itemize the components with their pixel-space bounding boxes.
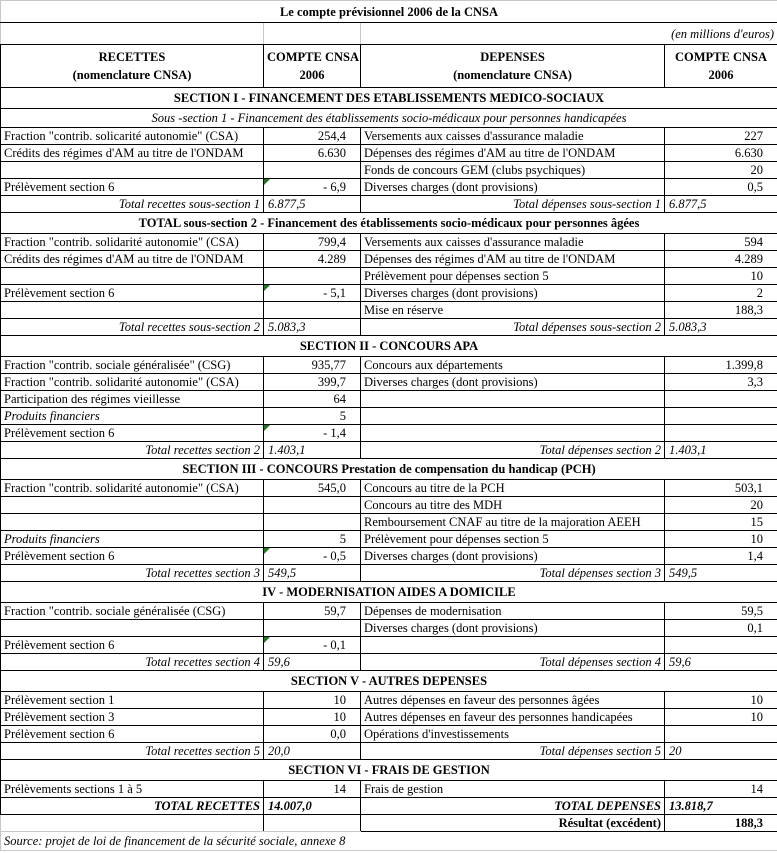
recette-value: 549,5 [264,565,361,582]
depense-label: Opérations d'investissements [361,726,665,743]
depense-value: 59,5 [665,603,777,620]
section-title: IV - MODERNISATION AIDES A DOMICILE [1,582,777,603]
table-row [1,391,777,408]
units-row [1,23,777,45]
depense-label: TOTAL DEPENSES [361,798,665,815]
depense-value: 0,1 [665,620,777,637]
recette-label: Crédits des régimes d'AM au titre de l'ONDAM [1,145,264,162]
depense-label: Versements aux caisses d'assurance maladie [361,234,665,251]
recette-value [264,302,361,319]
recette-label: Crédits des régimes d'AM au titre de l'ONDAM [1,251,264,268]
section-header-row [1,459,777,480]
depense-label: Dépenses des régimes d'AM au titre de l'ONDAM [361,251,665,268]
depense-label: Remboursement CNAF au titre de la majoration AEEH [361,514,665,531]
section-header-row [1,336,777,357]
recette-label: Prélèvement section 6 [1,726,264,743]
recette-label: Fraction "contrib. solidarité autonomie" (CSA) [1,234,264,251]
table-row [1,497,777,514]
total-row [1,654,777,671]
depense-label: Dépenses de modernisation [361,603,665,620]
result-row [1,815,777,832]
recette-value [264,514,361,531]
source-note: Source: projet de loi de financement de la sécurité sociale, annexe 8 [1,832,777,851]
depense-value: 5.083,3 [665,319,777,336]
recette-label [1,302,264,319]
table-row [1,285,777,302]
recette-value [264,268,361,285]
result-label: Résultat (excédent) [361,815,665,832]
recette-label: Total recettes section 4 [1,654,264,671]
table-row [1,145,777,162]
depense-label: Total dépenses sous-section 1 [361,196,665,213]
recette-value: 64 [264,391,361,408]
table-row [1,374,777,391]
recette-value: 10 [264,709,361,726]
depense-label: Diverses charges (dont provisions) [361,374,665,391]
subsection-title: Sous -section 1 - Financement des établissements socio-médicaux pour personnes handicapées [1,109,777,128]
recette-label [1,514,264,531]
recette-value: 4.289 [264,251,361,268]
recette-label: Prélèvement section 6 [1,637,264,654]
recette-label [1,497,264,514]
table-row [1,548,777,565]
section-title: SECTION V - AUTRES DEPENSES [1,671,777,692]
depense-label: Diverses charges (dont provisions) [361,620,665,637]
table-row [1,692,777,709]
depense-label: Total dépenses section 4 [361,654,665,671]
depense-label: Prélèvement pour dépenses section 5 [361,268,665,285]
section-title: SECTION II - CONCOURS APA [1,336,777,357]
recette-value: 6.630 [264,145,361,162]
depense-value [665,408,777,425]
depense-label: Versements aux caisses d'assurance maladie [361,128,665,145]
header-compte-depenses: COMPTE CNSA 2006 [665,45,777,88]
depense-value: 20 [665,162,777,179]
recette-label: Prélèvement section 1 [1,692,264,709]
depense-label: Autres dépenses en faveur des personnes handicapées [361,709,665,726]
depense-value: 188,3 [665,302,777,319]
depense-value: 10 [665,692,777,709]
recette-value: - 1,4 [264,425,361,442]
depense-value: 1,4 [665,548,777,565]
header-recettes: RECETTES (nomenclature CNSA) [1,45,264,88]
section-header-row [1,760,777,781]
source-row [1,832,777,851]
recette-value [264,497,361,514]
recette-value: 935,77 [264,357,361,374]
total-row [1,565,777,582]
header-row [1,45,777,88]
depense-label: Autres dépenses en faveur des personnes âgées [361,692,665,709]
table-row [1,514,777,531]
table-row [1,408,777,425]
depense-value: 1.399,8 [665,357,777,374]
table-row [1,357,777,374]
recette-value [264,620,361,637]
table-row [1,251,777,268]
recette-label: Produits financiers [1,531,264,548]
depense-label: Total dépenses section 5 [361,743,665,760]
depense-value: 227 [665,128,777,145]
section-title: TOTAL sous-section 2 - Financement des établissements socio-médicaux pour personnes âgées [1,213,777,234]
result-value: 188,3 [665,815,777,832]
recette-value: 545,0 [264,480,361,497]
header-depenses: DEPENSES (nomenclature CNSA) [361,45,665,88]
recette-value: 20,0 [264,743,361,760]
recette-label: Fraction "contrib. solidarité autonomie" (CSA) [1,374,264,391]
total-row [1,196,777,213]
recette-value: 14.007,0 [264,798,361,815]
table-row [1,234,777,251]
header-compte-recettes: COMPTE CNSA 2006 [264,45,361,88]
recette-value: 59,6 [264,654,361,671]
depense-value: 20 [665,497,777,514]
depense-label [361,425,665,442]
recette-value: - 6,9 [264,179,361,196]
recette-label: Produits financiers [1,408,264,425]
recette-label: Prélèvements sections 1 à 5 [1,781,264,798]
table-title: Le compte prévisionnel 2006 de la CNSA [1,1,777,23]
depense-value: 15 [665,514,777,531]
depense-value: 1.403,1 [665,442,777,459]
depense-value [665,726,777,743]
recette-value: 5.083,3 [264,319,361,336]
recette-value: 6.877,5 [264,196,361,213]
recette-label [1,162,264,179]
table-row [1,480,777,497]
recette-label: Fraction "contrib. solicarité autonomie" (CSA) [1,128,264,145]
depense-value: 20 [665,743,777,760]
recette-value: 399,7 [264,374,361,391]
table-row [1,637,777,654]
depense-label [361,637,665,654]
depense-value: 6.877,5 [665,196,777,213]
recette-label: Total recettes sous-section 2 [1,319,264,336]
table-row [1,781,777,798]
recette-value: - 0,1 [264,637,361,654]
table-row [1,709,777,726]
recette-label: Fraction "contrib. solidarité autonomie" (CSA) [1,480,264,497]
total-row [1,798,777,815]
section-header-row [1,109,777,128]
depense-label: Concours au titre de la PCH [361,480,665,497]
section-title: SECTION III - CONCOURS Prestation de compensation du handicap (PCH) [1,459,777,480]
section-header-row [1,582,777,603]
table-row [1,603,777,620]
section-title: SECTION VI - FRAIS DE GESTION [1,760,777,781]
recette-label: Participation des régimes vieillesse [1,391,264,408]
total-row [1,319,777,336]
recette-value: 14 [264,781,361,798]
recette-label: Prélèvement section 6 [1,285,264,302]
table-row [1,425,777,442]
depense-label: Diverses charges (dont provisions) [361,285,665,302]
depense-value: 549,5 [665,565,777,582]
depense-value [665,637,777,654]
depense-label: Total dépenses section 3 [361,565,665,582]
table-row [1,302,777,319]
recette-value: - 5,1 [264,285,361,302]
recette-value: 5 [264,408,361,425]
table-row [1,128,777,145]
recette-value: 0,0 [264,726,361,743]
depense-label: Diverses charges (dont provisions) [361,548,665,565]
depense-value: 59,6 [665,654,777,671]
recette-value: 254,4 [264,128,361,145]
recette-label: Prélèvement section 6 [1,425,264,442]
section-header-row [1,88,777,109]
section-header-row [1,213,777,234]
recette-label: Fraction "contrib. sociale généralisée" (CSG) [1,357,264,374]
recette-value: 59,7 [264,603,361,620]
depense-value: 0,5 [665,179,777,196]
total-row [1,743,777,760]
title-row [1,1,777,23]
depense-label: Dépenses des régimes d'AM au titre de l'ONDAM [361,145,665,162]
recette-label: Prélèvement section 3 [1,709,264,726]
depense-value: 4.289 [665,251,777,268]
depense-label: Mise en réserve [361,302,665,319]
depense-value: 594 [665,234,777,251]
recette-label: TOTAL RECETTES [1,798,264,815]
recette-value: - 0,5 [264,548,361,565]
depense-value: 10 [665,268,777,285]
table-row [1,162,777,179]
depense-value: 10 [665,531,777,548]
recette-value: 5 [264,531,361,548]
recette-label: Total recettes section 2 [1,442,264,459]
depense-value: 10 [665,709,777,726]
table-row [1,179,777,196]
recette-value: 1.403,1 [264,442,361,459]
depense-label [361,408,665,425]
table-row [1,620,777,637]
depense-label: Total dépenses sous-section 2 [361,319,665,336]
recette-value: 10 [264,692,361,709]
recette-label: Total recettes section 5 [1,743,264,760]
depense-label: Total dépenses section 2 [361,442,665,459]
recette-label: Total recettes sous-section 1 [1,196,264,213]
recette-label [1,620,264,637]
recette-label: Prélèvement section 6 [1,548,264,565]
recette-value: 799,4 [264,234,361,251]
total-row [1,442,777,459]
depense-label: Concours au titre des MDH [361,497,665,514]
depense-label [361,391,665,408]
depense-label: Fonds de concours GEM (clubs psychiques) [361,162,665,179]
depense-label: Concours aux départements [361,357,665,374]
table-row [1,531,777,548]
table-row [1,726,777,743]
depense-value: 13.818,7 [665,798,777,815]
table-row [1,268,777,285]
recette-value [264,162,361,179]
depense-value [665,391,777,408]
depense-value: 3,3 [665,374,777,391]
recette-label: Fraction "contrib. sociale généralisée (CSG) [1,603,264,620]
depense-label: Diverses charges (dont provisions) [361,179,665,196]
section-title: SECTION I - FINANCEMENT DES ETABLISSEMENTS MEDICO-SOCIAUX [1,88,777,109]
depense-value: 14 [665,781,777,798]
depense-value: 503,1 [665,480,777,497]
depense-label: Frais de gestion [361,781,665,798]
depense-label: Prélèvement pour dépenses section 5 [361,531,665,548]
depense-value: 6.630 [665,145,777,162]
recette-label: Total recettes section 3 [1,565,264,582]
depense-value [665,425,777,442]
recette-label: Prélèvement section 6 [1,179,264,196]
depense-value: 2 [665,285,777,302]
recette-label [1,268,264,285]
section-header-row [1,671,777,692]
units-note: (en millions d'euros) [361,23,777,45]
